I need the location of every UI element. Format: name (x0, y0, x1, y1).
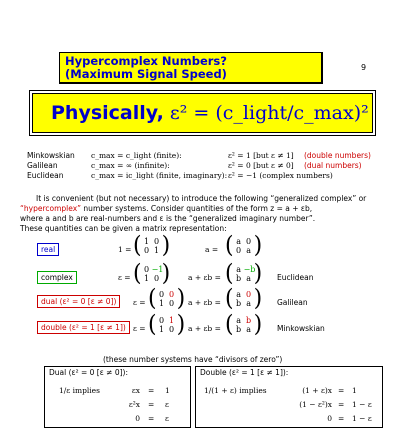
dual-line-1-mid: ε²x (128, 400, 140, 409)
system-rhs-real: a = (205, 245, 219, 254)
dual-line-0-eq: = (148, 386, 155, 395)
double-line-1-rhs: 1 − ε (352, 400, 372, 409)
slide-header-box (59, 52, 323, 84)
dual-line-1-rhs: ε (165, 400, 169, 409)
double-box (195, 366, 383, 428)
banner-formula: ε² = (c_light/c_max)² (169, 102, 369, 124)
system-lhs-complex: ε = (118, 273, 131, 282)
speed-row-cmax-0: c_max = c_light (finite): (91, 151, 182, 160)
paragraph-line-2 (20, 204, 312, 213)
double-line-0-lhs: 1/(1 + ε) implies (204, 386, 267, 395)
matrix-value-complex: ( a −b b a ) (225, 260, 263, 287)
system-lhs-double: ε = (133, 324, 146, 333)
system-rhs-complex: a + εb = (188, 273, 221, 282)
matrix-unit-real: ( 1 0 0 1 ) (133, 232, 171, 259)
double-box-title: Double (ε² = 1 [ε ≠ 1]): (200, 368, 289, 377)
system-rhs-double: a + εb = (188, 324, 221, 333)
dual-line-2-rhs: ε (165, 414, 169, 423)
system-label-complex-text: complex (41, 273, 73, 282)
hypercomplex-term: “hypercomplex” (20, 204, 82, 213)
system-label-real (37, 243, 59, 256)
geometry-euclidean: Euclidean (277, 273, 314, 282)
matrix-unit-dual: ( 0 0 1 0 ) (148, 285, 186, 312)
matrix-unit-complex: ( 0 −1 1 0 ) (133, 260, 171, 287)
dual-line-0-rhs: 1 (165, 386, 170, 395)
double-line-2-mid: 0 (327, 414, 332, 423)
paragraph-line-2-rest: number systems. Consider quantities of the form z = a + εb, (81, 204, 313, 213)
system-lhs-dual: ε = (133, 298, 146, 307)
banner-text: Physically, (51, 102, 164, 124)
system-label-dual-text: dual (ε² = 0 [ε ≠ 0]) (41, 297, 117, 306)
matrix-value-dual: ( a 0 b a ) (225, 285, 263, 312)
speed-row-cmax-2: c_max = ic_light (finite, imaginary): (91, 171, 228, 180)
dual-line-1-eq: = (148, 400, 155, 409)
geometry-galilean: Galilean (277, 298, 308, 307)
speed-row-eps-2: ε² = −1 (complex numbers) (228, 171, 333, 180)
speed-row-kind-1: (dual numbers) (304, 161, 362, 170)
divisors-note: (these number systems have “divisors of zero”) (103, 355, 283, 364)
slide-title-line2: (Maximum Signal Speed) (65, 67, 227, 81)
dual-box (44, 366, 191, 428)
geometry-minkowskian: Minkowskian (277, 324, 325, 333)
double-line-0-rhs: 1 (352, 386, 357, 395)
page-number: 9 (361, 63, 367, 72)
speed-row-name-1: Galilean (27, 161, 58, 170)
system-label-double-text: double (ε² = 1 [ε ≠ 1]) (41, 323, 126, 332)
speed-row-eps-1: ε² = 0 [but ε ≠ 0] (228, 161, 294, 170)
speed-row-name-2: Euclidean (27, 171, 64, 180)
speed-row-kind-0: (double numbers) (304, 151, 371, 160)
banner-box (32, 93, 373, 133)
paragraph-line-3: where a and b are real-numbers and ε is the “generalized imaginary number”. (20, 214, 316, 223)
system-label-complex (37, 271, 77, 284)
system-label-double (37, 321, 130, 334)
dual-line-2-eq: = (148, 414, 155, 423)
double-line-0-mid: (1 + ε)x (302, 386, 332, 395)
dual-box-title: Dual (ε² = 0 [ε ≠ 0]): (49, 368, 128, 377)
double-line-2-rhs: 1 − ε (352, 414, 372, 423)
matrix-value-double: ( a b b a ) (225, 311, 263, 338)
double-line-0-eq: = (338, 386, 345, 395)
speed-row-cmax-1: c_max = ∞ (infinite): (91, 161, 170, 170)
matrix-unit-double: ( 0 1 1 0 ) (148, 311, 186, 338)
speed-row-name-0: Minkowskian (27, 151, 75, 160)
matrix-value-real: ( a 0 0 a ) (225, 232, 263, 259)
double-line-1-mid: (1 − ε²)x (299, 400, 332, 409)
system-rhs-dual: a + εb = (188, 298, 221, 307)
dual-line-2-mid: 0 (135, 414, 140, 423)
slide-title-line1: Hypercomplex Numbers? (65, 54, 227, 68)
system-label-dual (37, 295, 120, 308)
double-line-1-eq: = (338, 400, 345, 409)
dual-line-0-mid: εx (131, 386, 140, 395)
paragraph-line-1: It is convenient (but not necessary) to introduce the following “generalized complex” or (36, 194, 367, 203)
dual-line-0-lhs: 1/ε implies (59, 386, 100, 395)
system-label-real-text: real (41, 245, 56, 254)
paragraph-line-4: These quantities can be given a matrix representation: (20, 224, 227, 233)
double-line-2-eq: = (338, 414, 345, 423)
speed-row-eps-0: ε² = 1 [but ε ≠ 1] (228, 151, 294, 160)
system-lhs-real: 1 = (118, 245, 132, 254)
